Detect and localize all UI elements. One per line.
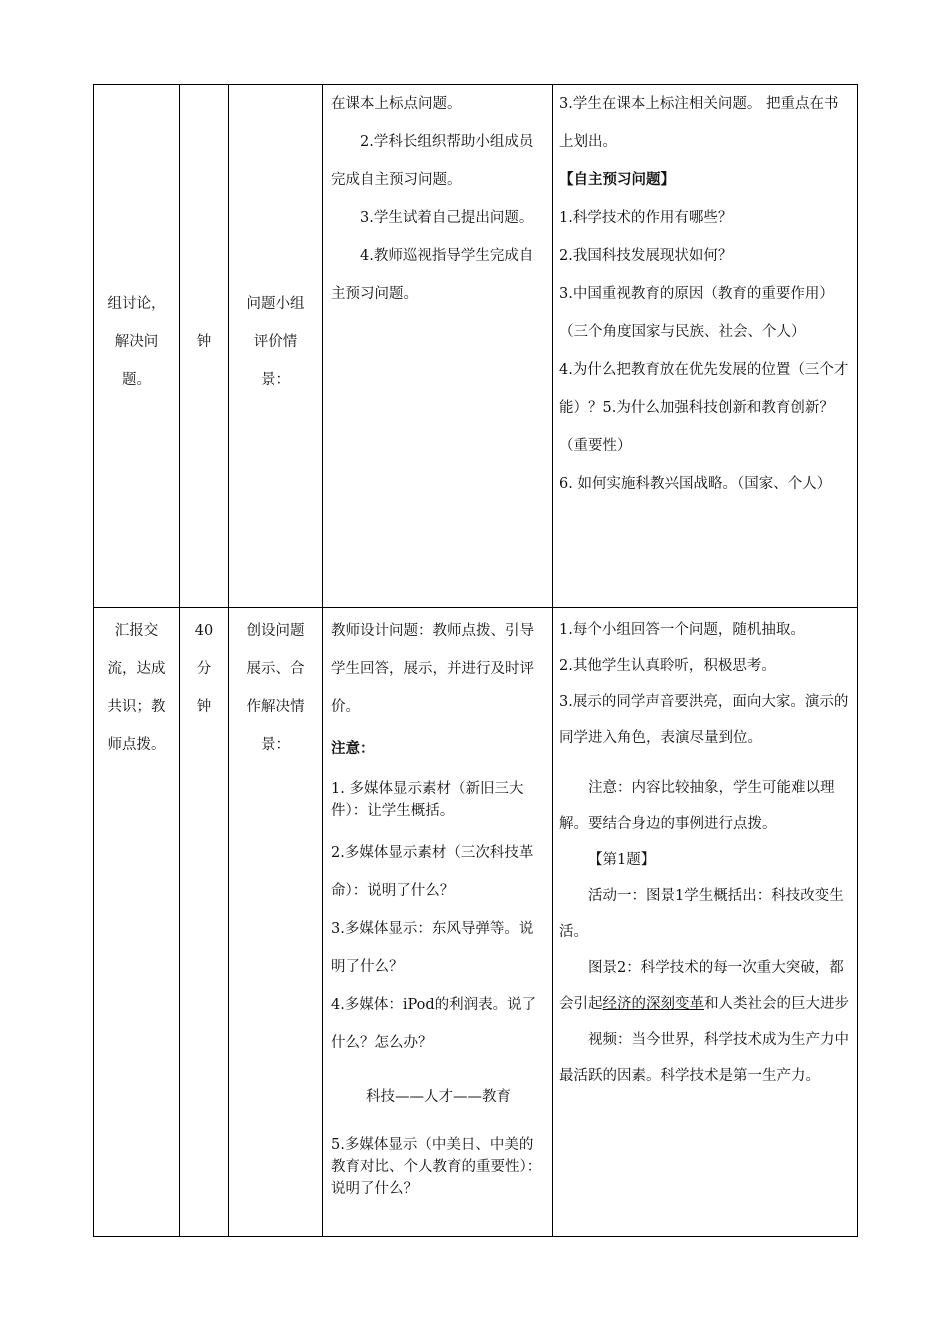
time-cell	[180, 85, 229, 608]
time-line: 钟	[196, 699, 212, 715]
picture2-text	[559, 950, 851, 1022]
scenario-line: 评价情	[253, 334, 298, 350]
table-row	[94, 85, 858, 608]
teacher-line: 3.学生试着自己提出问题。	[360, 210, 534, 226]
scenario-cell	[229, 85, 323, 608]
scenario-line: 创设问题	[246, 623, 305, 639]
time-line: 分	[196, 661, 212, 677]
student-line: 1.每个小组回答一个问题，随机抽取。	[559, 622, 805, 638]
teacher-item: 4.多媒体：iPod的利润表。说了什么？怎么办？	[331, 997, 537, 1051]
stage-cell	[94, 85, 180, 608]
notice-heading: 注意：	[331, 740, 375, 757]
teacher-activity-cell	[323, 85, 553, 608]
stage-line: 流，达成	[107, 661, 166, 677]
table-row	[94, 608, 858, 1237]
chain-text: 科技——人才——教育	[366, 1089, 511, 1105]
teacher-item: 3.多媒体显示：东风导弹等。说明了什么？	[331, 921, 534, 975]
time-line: 40	[194, 623, 214, 639]
student-line: 2.其他学生认真聆听，积极思考。	[559, 658, 776, 674]
video-text: 视频：当今世界，科学技术成为生产力中最活跃的因素。科学技术是第一生产力。	[559, 1032, 849, 1084]
teacher-line: 在课本上标点问题。	[331, 96, 462, 112]
picture2-underlined: 经济的深刻变革	[602, 996, 704, 1012]
teacher-line: 4.教师巡视指导学生完成自主预习问题。	[331, 248, 534, 302]
scenario-line: 展示、合	[246, 661, 305, 677]
scenario-line: 景：	[261, 737, 290, 753]
student-line: 3.中国重视教育的原因（教育的重要作用） （三个角度国家与民族、社会、个人）	[559, 286, 834, 340]
student-line: 6. 如何实施科教兴国战略。（国家、个人）	[559, 476, 832, 492]
student-line: 3.学生在课本上标注相关问题。 把重点在书上划出。	[559, 96, 839, 150]
stage-cell	[94, 608, 180, 1237]
picture2-text-b: 和人类社会的巨大进步	[704, 996, 849, 1012]
picture2-text-a: 图景2：科学技术的每一次重大突破，都会引起	[559, 960, 844, 1012]
student-line: 4.为什么把教育放在优先发展的位置（三个才能）？5.为什么加强科技创新和教育创新？（重要性）	[559, 362, 849, 454]
stage-line: 解决问	[114, 334, 159, 350]
note-text: 注意：内容比较抽象，学生可能难以理解。要结合身边的事例进行点拨。	[559, 780, 835, 832]
stage-line: 汇报交	[114, 623, 159, 639]
teacher-intro: 教师设计问题：教师点拨、引导学生回答，展示，并进行及时评价。	[331, 623, 534, 715]
student-line: 3.展示的同学声音要洪亮，面向大家。演示的同学进入角色，表演尽量到位。	[559, 694, 849, 746]
student-line: 【自主预习问题】	[559, 171, 675, 188]
teacher-activity-cell	[323, 608, 553, 1237]
student-activity-cell	[553, 608, 858, 1237]
scenario-cell	[229, 608, 323, 1237]
question-heading: 【第1题】	[588, 852, 656, 868]
teacher-item: 2.多媒体显示素材（三次科技革命）：说明了什么？	[331, 845, 534, 899]
lesson-plan-table	[93, 84, 858, 1237]
student-activity-cell	[553, 85, 858, 608]
scenario-line: 作解决情	[246, 699, 305, 715]
scenario-line: 景：	[261, 372, 290, 388]
teacher-line: 2.学科长组织帮助小组成员完成自主预习问题。	[331, 134, 534, 188]
stage-line: 共识；教	[107, 699, 166, 715]
activity-text: 活动一：图景1学生概括出：科技改变生活。	[559, 888, 844, 940]
student-line: 1.科学技术的作用有哪些？	[559, 210, 733, 226]
stage-line: 组讨论，	[107, 296, 166, 312]
time-cell	[180, 608, 229, 1237]
teacher-item: 1. 多媒体显示素材（新旧三大件）：让学生概括。	[331, 781, 524, 819]
stage-line: 题。	[122, 372, 151, 388]
student-line: 2.我国科技发展现状如何？	[559, 248, 733, 264]
stage-line: 师点拨。	[107, 737, 166, 753]
scenario-line: 问题小组	[246, 296, 305, 312]
teacher-item: 5.多媒体显示（中美日、中美的教育对比、个人教育的重要性）：说明了什么？	[331, 1137, 542, 1197]
time-text: 钟	[196, 334, 212, 350]
